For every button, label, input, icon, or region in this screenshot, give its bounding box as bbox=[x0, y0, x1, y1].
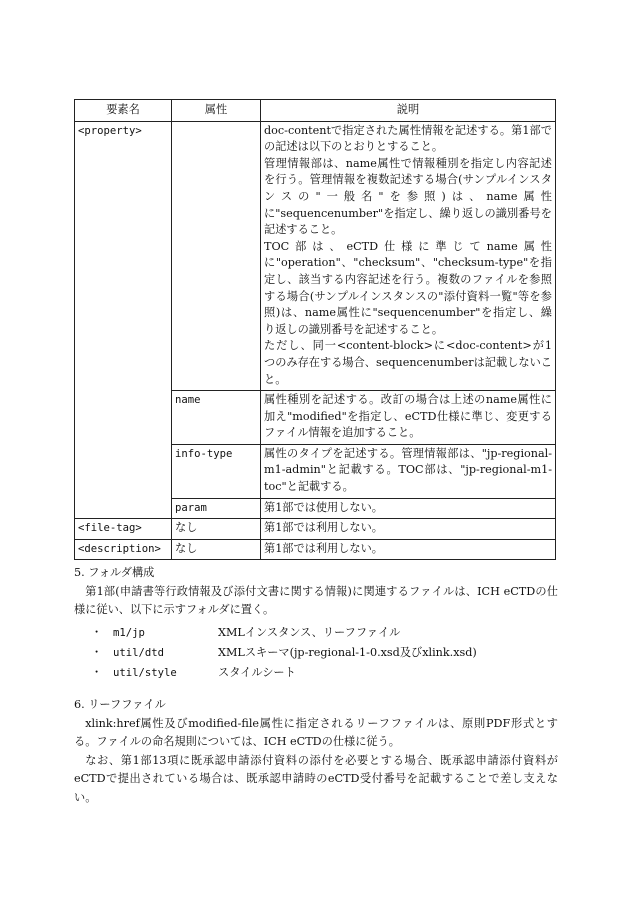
header-attribute: 属性 bbox=[172, 100, 261, 122]
section-heading: 5. フォルダ構成 bbox=[74, 566, 155, 579]
table-row bbox=[75, 519, 556, 540]
table-header-row bbox=[75, 100, 556, 122]
element-file-tag: <file-tag> bbox=[75, 519, 172, 540]
desc-text: 第1部では使用しない。 bbox=[264, 500, 383, 514]
property-description bbox=[261, 121, 556, 391]
folder-path: m1/jp bbox=[113, 627, 145, 640]
attribute-param-description bbox=[261, 498, 556, 519]
folder-path: util/dtd bbox=[113, 647, 165, 660]
property-desc-paragraph: TOC部は、eCTD仕様に準じてname属性に"operation"、"checksum"、"checksum-type"を指定し、該当する内容記述を行う。複数のファイルを参照する場合(サンプルインスタンスの"添付資料一覧"等を参照)は、name属性に"sequencenumber"を指定し、繰り返しの識別番号を記述すること。 bbox=[264, 239, 552, 336]
attribute-name: name bbox=[172, 391, 261, 445]
bullet: ・ bbox=[91, 626, 103, 640]
element-description: <description> bbox=[75, 539, 172, 560]
description-element-description: 第1部では利用しない。 bbox=[261, 539, 556, 560]
table-row bbox=[75, 539, 556, 560]
header-element-name: 要素名 bbox=[75, 100, 172, 122]
folder-note: XMLスキーマ(jp-regional-1-0.xsd及びxlink.xsd) bbox=[218, 646, 477, 660]
folder-path: util/style bbox=[113, 667, 177, 680]
list-item bbox=[74, 644, 558, 664]
folder-note: スタイルシート bbox=[218, 666, 296, 680]
attribute-info-type: info-type bbox=[172, 444, 261, 498]
desc-text: 属性のタイプを記述する。管理情報部は、"jp-regional-m1-admin"と記載する。TOC部は、"jp-regional-m1-toc"と記載する。 bbox=[264, 446, 552, 494]
table-row bbox=[75, 121, 556, 391]
element-property: <property> bbox=[75, 121, 172, 519]
bullet: ・ bbox=[91, 646, 103, 660]
folder-note: XMLインスタンス、リーフファイル bbox=[218, 626, 401, 640]
file-tag-description: 第1部では利用しない。 bbox=[261, 519, 556, 540]
attribute-name-description bbox=[261, 391, 556, 445]
desc-text: 属性種別を記述する。改訂の場合は上述のname属性に加え"modified"を指定し、eCTD仕様に準じ、変更するファイル情報を追加すること。 bbox=[264, 393, 552, 440]
property-desc-paragraph: ただし、同一<content-block>に<doc-content>が1つのみ存在する場合、sequencenumberは記載しないこと。 bbox=[264, 339, 552, 386]
header-description: 説明 bbox=[261, 100, 556, 122]
list-item bbox=[74, 664, 558, 684]
list-item bbox=[74, 624, 558, 644]
attribute-param: param bbox=[172, 498, 261, 519]
element-spec-table bbox=[74, 99, 556, 560]
section-heading: 6. リーフファイル bbox=[74, 698, 166, 711]
bullet: ・ bbox=[91, 666, 103, 680]
folder-list bbox=[74, 624, 558, 684]
section-leaf-files bbox=[74, 696, 558, 807]
section-paragraph: 第1部(申請書等行政情報及び添付文書に関する情報)に関連するファイルは、ICH eCTDの仕様に従い、以下に示すフォルダに置く。 bbox=[74, 584, 558, 616]
attribute-info-type-description bbox=[261, 444, 556, 498]
section-paragraph: xlink:href属性及びmodified-file属性に指定されるリーフファイルは、原則PDF形式とする。ファイルの命名規則については、ICH eCTDの仕様に従う。 bbox=[74, 716, 558, 748]
attribute-none: なし bbox=[172, 539, 261, 560]
attribute-empty bbox=[172, 121, 261, 391]
section-folder-structure bbox=[74, 564, 558, 684]
attribute-none: なし bbox=[172, 519, 261, 540]
property-desc-paragraph: doc-contentで指定された属性情報を記述する。第1部での記述は以下のとおりとすること。 bbox=[264, 123, 552, 154]
property-desc-paragraph: 管理情報部は、name属性で情報種別を指定し内容記述を行う。管理情報を複数記述する場合(サンプルインスタンスの"一般名"を参照)は、name属性に"sequencenumber"を指定し、繰り返しの識別番号を記述すること。 bbox=[264, 156, 552, 237]
section-paragraph: なお、第1部13項に既承認申請添付資料の添付を必要とする場合、既承認申請添付資料がeCTDで提出されている場合は、既承認申請時のeCTD受付番号を記載することで差し支えない。 bbox=[74, 753, 558, 804]
